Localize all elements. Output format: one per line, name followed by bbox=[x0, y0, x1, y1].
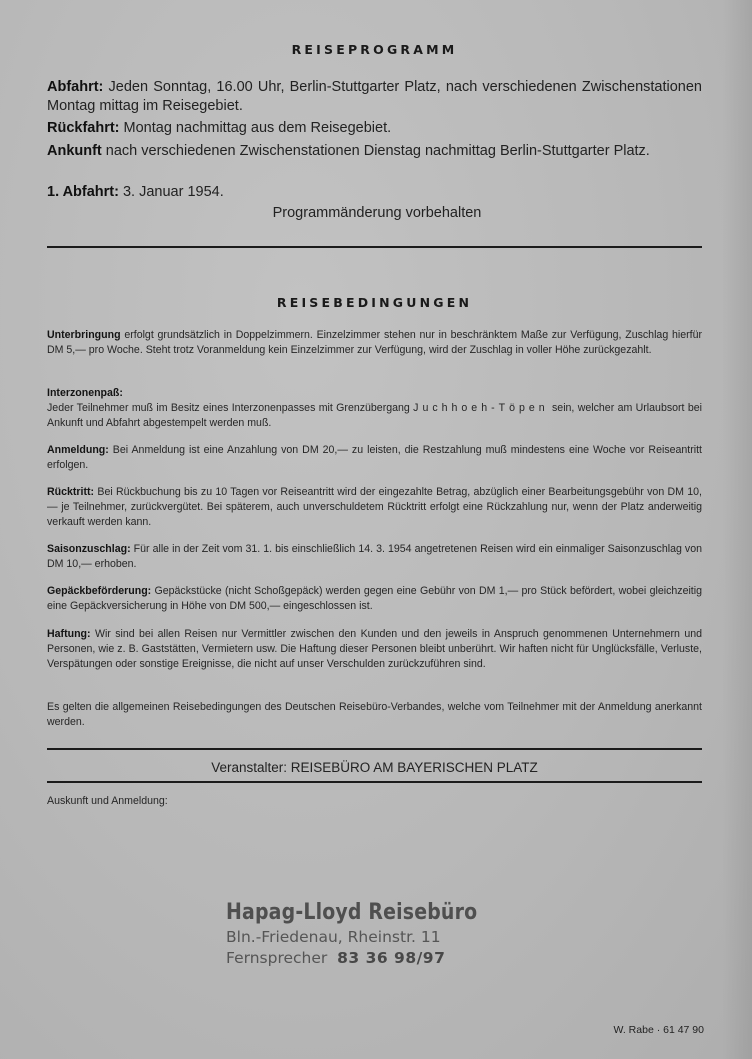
conditions-heading: REISEBEDINGUNGEN bbox=[276, 295, 473, 310]
cancellation-text: Bei Rückbuchung bis zu 10 Tagen vor Reiseantritt wird der eingezahlte Betrag, abzüglich einer Bearbeitungsgebühr von DM 10,— je Teilnehmer, zurückvergütet. Bei späterem, auch unverschuldetem Rücktritt erfolgt eine Rückzahlung nur, wenn der Platz anderweitig verkauft werden kann. bbox=[47, 486, 702, 529]
printer-imprint: W. Rabe · 61 47 90 bbox=[613, 1024, 704, 1036]
program-return bbox=[47, 119, 702, 138]
passport-text-b: sein, welcher am Urlaubsort bei Ankunft und Abfahrt abgestempelt werden muß. bbox=[47, 402, 702, 430]
agency-stamp bbox=[226, 900, 526, 967]
program-note: Programmänderung vorbehalten bbox=[272, 205, 482, 221]
condition-cancellation bbox=[47, 485, 702, 531]
divider bbox=[47, 246, 702, 248]
first-departure-label: 1. Abfahrt: bbox=[47, 184, 119, 200]
organizer-label: Veranstalter: bbox=[211, 760, 287, 775]
liability-label: Haftung: bbox=[47, 628, 91, 640]
stamp-phone-label: Fernsprecher bbox=[226, 949, 328, 967]
condition-general: Es gelten die allgemeinen Reisebedingungen des Deutschen Reisebüro-Verbandes, welche vom Teilnehmer mit der Anmeldung anerkannt werden. bbox=[47, 701, 702, 729]
program-departure bbox=[47, 78, 702, 116]
accommodation-text: erfolgt grundsätzlich in Doppelzimmern. Einzelzimmer stehen nur in beschränktem Maße zur Verfügung, Zuschlag hierfür DM 5,— pro Woche. Steht trotz Voranmeldung kein Einzelzimmer zur Verfügung, wird der Zuschlag in voller Höhe zurückgezahlt. bbox=[47, 329, 702, 357]
stamp-phone bbox=[226, 949, 526, 967]
return-label: Rückfahrt: bbox=[47, 120, 120, 136]
info-label: Auskunft und Anmeldung: bbox=[47, 795, 168, 807]
accommodation-label: Unterbringung bbox=[47, 329, 121, 341]
departure-text: Jeden Sonntag, 16.00 Uhr, Berlin-Stuttgarter Platz, nach verschiedenen Zwischenstationen Montag mittag im Reisegebiet. bbox=[47, 79, 702, 114]
stamp-company: Hapag-Lloyd Reisebüro bbox=[226, 900, 478, 925]
arrival-label: Ankunft bbox=[47, 143, 102, 159]
cancellation-label: Rücktritt: bbox=[47, 486, 95, 498]
organizer-name: REISEBÜRO AM BAYERISCHEN PLATZ bbox=[286, 760, 538, 775]
passport-crossing: Juchhoeh-Töpen bbox=[413, 402, 549, 415]
first-departure-text: 3. Januar 1954. bbox=[118, 184, 224, 200]
stamp-address: Bln.-Friedenau, Rheinstr. 11 bbox=[226, 928, 441, 946]
divider bbox=[47, 781, 702, 783]
registration-label: Anmeldung: bbox=[47, 444, 109, 456]
condition-liability bbox=[47, 627, 702, 673]
divider bbox=[47, 748, 702, 750]
registration-text: Bei Anmeldung ist eine Anzahlung von DM 20,— zu leisten, die Restzahlung muß mindestens eine Woche vor Reiseantritt erfolgen. bbox=[47, 444, 702, 472]
departure-label: Abfahrt: bbox=[47, 79, 104, 95]
condition-luggage bbox=[47, 584, 702, 614]
season-label: Saisonzuschlag: bbox=[47, 543, 131, 555]
condition-registration bbox=[47, 443, 702, 473]
passport-label: Interzonenpaß: bbox=[47, 387, 123, 399]
condition-accommodation bbox=[47, 328, 702, 358]
passport-text-a: Jeder Teilnehmer muß im Besitz eines Interzonenpasses mit Grenzübergang bbox=[47, 402, 414, 415]
program-arrival bbox=[47, 142, 702, 161]
liability-text: Wir sind bei allen Reisen nur Vermittler zwischen den Kunden und den jeweils in Anspruch genommenen Unternehmern und Personen, wie z. B. Gaststätten, Vermietern usw. Die Haftung dieser Personen bleibt unberührt. Wir haften nicht für Unglücksfälle, Verluste, Verspätungen oder sonstige Ereignisse, die nicht auf unser Verschulden zurückzuführen sind. bbox=[47, 628, 702, 671]
program-heading: REISEPROGRAMM bbox=[291, 42, 458, 57]
arrival-text: nach verschiedenen Zwischenstationen Dienstag nachmittag Berlin-Stuttgarter Platz. bbox=[101, 143, 650, 159]
program-first-departure bbox=[47, 183, 702, 202]
condition-season bbox=[47, 542, 702, 572]
organizer-line bbox=[47, 760, 702, 775]
season-text: Für alle in der Zeit vom 31. 1. bis einschließlich 14. 3. 1954 angetretenen Reisen wird ein einmaliger Saisonzuschlag von DM 10,— erhoben. bbox=[47, 543, 702, 571]
stamp-phone-number: 83 36 98/97 bbox=[337, 949, 446, 967]
luggage-text: Gepäckstücke (nicht Schoßgepäck) werden gegen eine Gebühr von DM 1,— pro Stück befördert, wobei gleichzeitig eine Gepäckversicherung in Höhe von DM 500,— eingeschlossen ist. bbox=[47, 585, 702, 613]
luggage-label: Gepäckbeförderung: bbox=[47, 585, 152, 597]
condition-passport bbox=[47, 386, 702, 432]
return-text: Montag nachmittag aus dem Reisegebiet. bbox=[119, 120, 392, 136]
